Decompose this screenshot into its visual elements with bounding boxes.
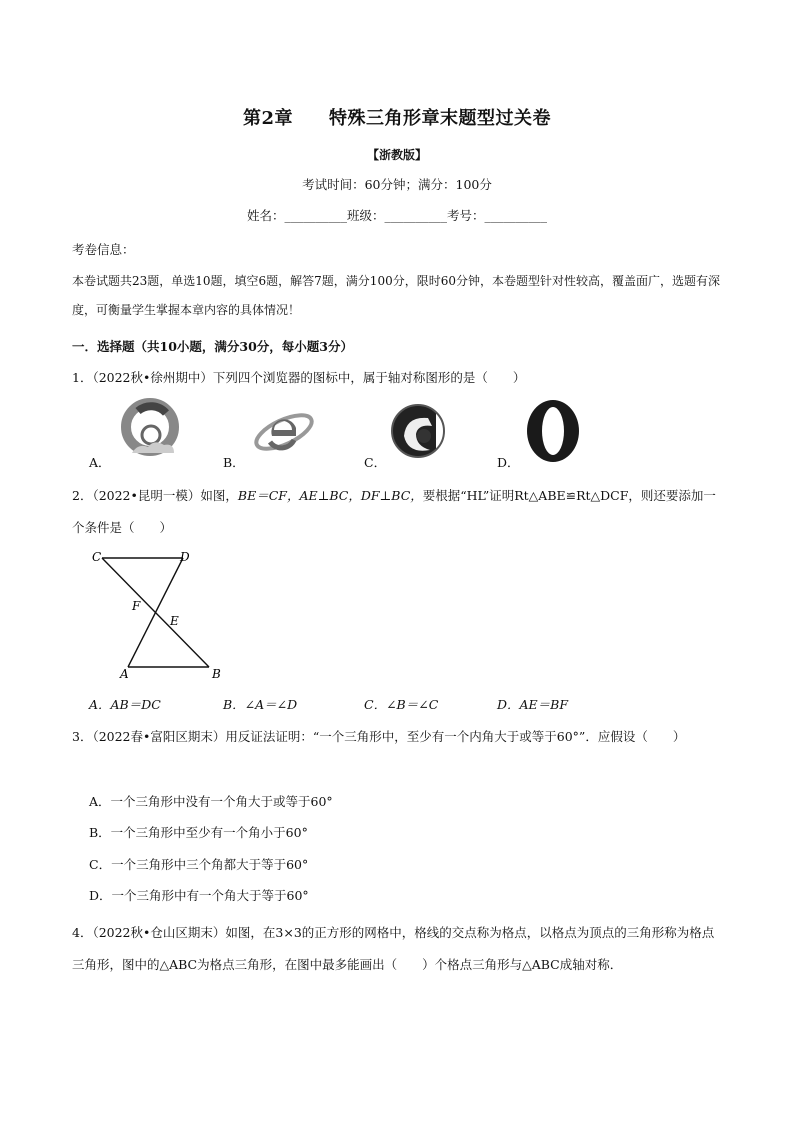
point-label-c: C [92,550,102,564]
q3-option-d: D．一个三角形中有一个角大于等于60° [89,888,309,903]
chapter-title: 特殊三角形章末题型过关卷 [329,108,552,129]
point-label-f: F [132,599,141,613]
q4-stem: 4．（2022秋•仓山区期末）如图，在3×3的正方形的网格中，格线的交点称为格点，以格点为顶点的三角形称为格点三角形，图中的△ABC为格点三角形，在图中最多能画出（ ）个格点三角形与△ABC成轴对称． [72,925,715,972]
q1-option-a: A． [89,455,111,470]
info-heading: 考卷信息： [72,242,135,257]
q2-requirement: 要根据“HL”证明Rt△ABE≌Rt△DCF，则还要添加一个条件是（ ） [72,488,716,535]
point-label-e: E [170,614,179,628]
q2-stem [72,480,722,544]
exam-time: 考试时间：60分钟；满分：100分 [302,177,492,192]
q3-option-b: B．一个三角形中至少有一个角小于60° [89,825,308,840]
point-label-a: A [120,667,129,681]
info-body: 本卷试题共23题，单选10题，填空6题，解答7题，满分100分，限时60分钟，本卷题型针对性较高，覆盖面广，选题有深度，可衡量学生掌握本章内容的具体情况！ [72,274,720,317]
q3-option-a: A．一个三角形中没有一个角大于或等于60° [89,794,333,809]
edition-label: 【浙教版】 [366,148,427,162]
point-label-d: D [180,550,190,564]
q1-option-d: D． [497,455,520,470]
q2-conditions: BE＝CF，AE⊥BC，DF⊥BC， [237,488,423,503]
section-heading: 一．选择题（共10小题，满分30分，每小题3分） [72,339,353,354]
q1-stem: 1．（2022秋•徐州期中）下列四个浏览器的图标中，属于轴对称图形的是（ ） [72,370,526,385]
q2-option-d: D．AE＝BF [497,697,569,712]
q2-option-a: A．AB＝DC [89,697,161,712]
q2-figure [88,548,238,683]
q3-option-c: C．一个三角形中三个角都大于等于60° [89,857,309,872]
q2-prefix: 2．（2022•昆明一模）如图， [72,488,238,503]
q2-option-b: B．∠A＝∠D [223,697,298,712]
browser-icon-c [388,398,452,464]
q2-option-c: C．∠B＝∠C [364,697,439,712]
page-title [0,104,794,130]
browser-icon-b [250,400,314,464]
browser-icon-d [524,398,582,464]
student-fields: 姓名：__________班级：__________考号：__________ [246,208,547,223]
q3-stem: 3．（2022春•富阳区期末）用反证法证明：“一个三角形中，至少有一个内角大于或等于60°”．应假设（ ） [72,729,686,744]
q1-option-b: B． [223,455,245,470]
point-label-b: B [212,667,221,681]
q1-option-c: C． [364,455,387,470]
chapter-label: 第2章 [242,108,294,129]
browser-icon-a [118,397,182,463]
